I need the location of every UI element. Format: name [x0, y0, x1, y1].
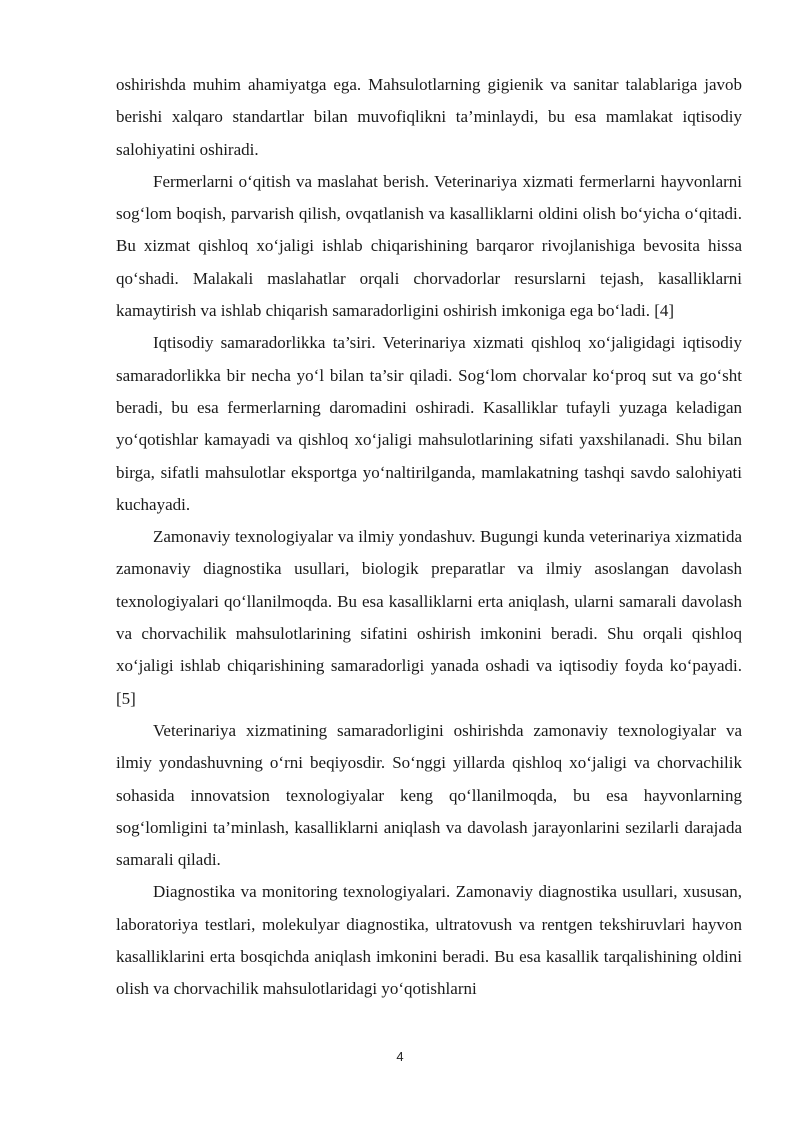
paragraph-economic-efficiency: Iqtisodiy samaradorlikka ta’siri. Veterinariya xizmati qishloq xo‘jaligidagi iqtisodiy samaradorlikka bir necha yo‘l bilan ta’sir qiladi. Sog‘lom chorvalar ko‘proq sut va go‘sht beradi, bu esa fermerlarning daromadini oshiradi. Kasalliklar tufayli yuzaga keladigan yo‘qotishlar kamayadi va qishloq xo‘jaligi mahsulotlarining sifati yaxshilanadi. Shu bilan birga, sifatli mahsulotlar eksportga yo‘naltirilganda, mamlakatning tashqi savdo salohiyati kuchayadi. [116, 333, 742, 514]
paragraph-farmer-training: Fermerlarni o‘qitish va maslahat berish. Veterinariya xizmati fermerlarni hayvonlarni sog‘lom boqish, parvarish qilish, ovqatlanish va kasalliklarni oldini olish bo‘yicha o‘qitadi. Bu xizmat qishloq xo‘jaligi ishlab chiqarishining barqaror rivojlanishiga bevosita hissa qo‘shadi. Malakali maslahatlar orqali chorvadorlar resurslarni tejash, kasalliklarni kamaytirish va ishlab chiqarish samaradorligini oshirish imkoniga ega bo‘ladi. [4] [116, 171, 742, 321]
body-text [116, 69, 742, 1006]
paragraph-diagnostics-monitoring: Diagnostika va monitoring texnologiyalari. Zamonaviy diagnostika usullari, xususan, laboratoriya testlari, molekulyar diagnostika, ultratovush va rentgen tekshiruvlari hayvon kasalliklarini erta bosqichda aniqlash imkonini beradi. Bu esa kasallik tarqalishining oldini olish va chorvachilik mahsulotlaridagi yo‘qotishlarni [116, 882, 742, 999]
paragraph-continuation: oshirishda muhim ahamiyatga ega. Mahsulotlarning gigienik va sanitar talablariga javob berishi xalqaro standartlar bilan muvofiqlikni ta’minlaydi, bu esa mamlakat iqtisodiy salohiyatini oshiradi. [116, 75, 742, 159]
paragraph-scientific-approach: Veterinariya xizmatining samaradorligini oshirishda zamonaviy texnologiyalar va ilmiy yondashuvning o‘rni beqiyosdir. So‘nggi yillarda qishloq xo‘jaligi va chorvachilik sohasida innovatsion texnologiyalar keng qo‘llanilmoqda, bu esa hayvonlarning sog‘lomligini ta’minlash, kasalliklarni aniqlash va davolash jarayonlarini sezilarli darajada samarali qiladi. [116, 720, 742, 870]
page-number: 4 [396, 1049, 404, 1064]
paragraph-modern-technologies: Zamonaviy texnologiyalar va ilmiy yondashuv. Bugungi kunda veterinariya xizmatida zamonaviy diagnostika usullari, biologik preparatlar va ilmiy asoslangan davolash texnologiyalari qo‘llanilmoqda. Bu esa kasalliklarni erta aniqlash, ularni samarali davolash va chorvachilik mahsulotlarining sifatini oshirish imkonini beradi. Shu orqali qishloq xo‘jaligi ishlab chiqarishining samaradorligi yanada oshadi va iqtisodiy foyda ko‘payadi. [5] [116, 527, 742, 708]
